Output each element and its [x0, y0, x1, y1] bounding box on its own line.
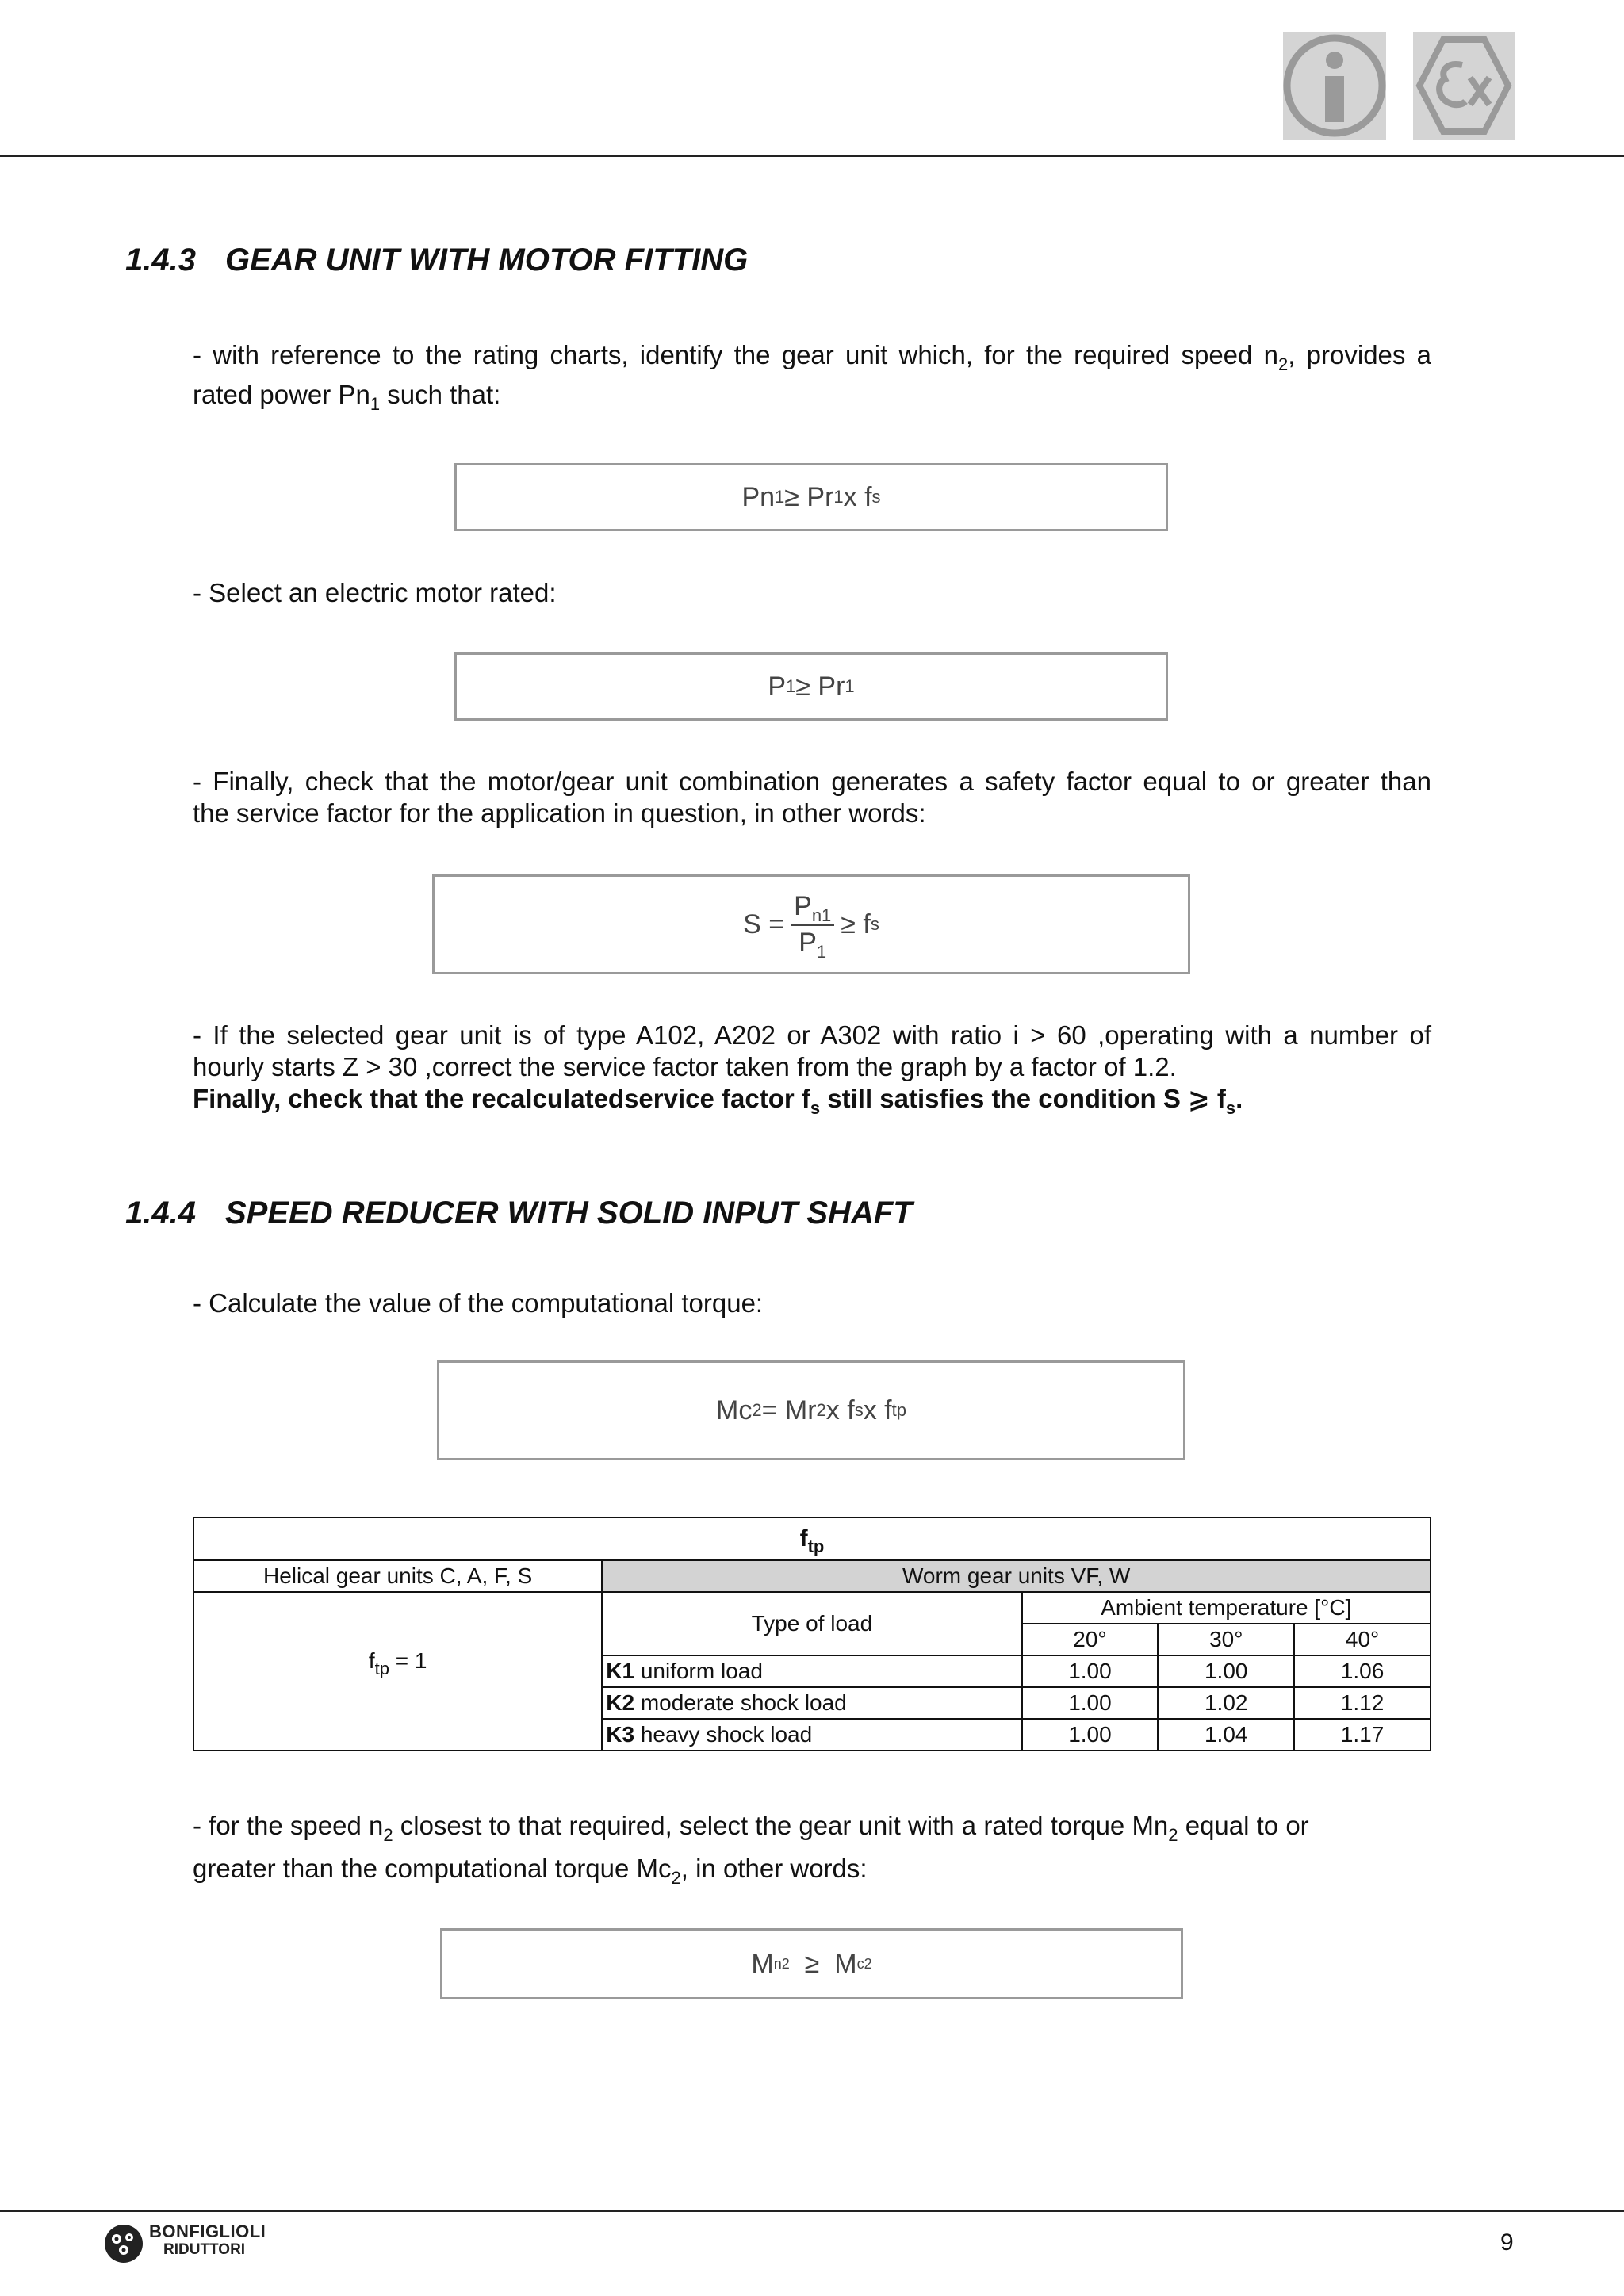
- table-cell: 1.00: [1022, 1687, 1159, 1719]
- table-cell: 1.00: [1022, 1719, 1159, 1751]
- helical-header: Helical gear units C, A, F, S: [193, 1560, 602, 1592]
- table-cell: 1.00: [1022, 1655, 1159, 1687]
- section-heading: SPEED REDUCER WITH SOLID INPUT SHAFT: [225, 1196, 913, 1230]
- paragraph-rated-torque: - for the speed $n_2$ closest to that required, select the gear unit with a rated torque $Mn_2$ equal to or greater than the computational torque $Mc_2$, in other words:: [193, 1811, 1309, 1888]
- table-cell: 1.06: [1294, 1655, 1431, 1687]
- table-title: $f_{tp}$: [193, 1517, 1431, 1560]
- table-header-row: [193, 1560, 1431, 1592]
- brand-name: BONFIGLIOLI: [149, 2221, 266, 2241]
- section-heading: GEAR UNIT WITH MOTOR FITTING: [225, 243, 749, 277]
- worm-header: Worm gear units VF, W: [602, 1560, 1431, 1592]
- info-icon: [1283, 32, 1386, 140]
- helical-ftp-value: $f_{tp} = 1$: [193, 1592, 602, 1751]
- section-title-1-4-3: [125, 243, 748, 278]
- formula-safety-factor: S = $\frac{P_{n1}}{P_1}$ ≥ f s: [432, 874, 1190, 974]
- temp-20: 20°: [1022, 1624, 1159, 1655]
- section-title-1-4-4: [125, 1196, 913, 1231]
- table-cell: 1.00: [1158, 1655, 1294, 1687]
- gear-icon: [103, 2223, 144, 2264]
- paragraph-safety-factor: - Finally, check that the motor/gear unit combination generates a safety factor equal to or greater than the service factor for the application in question, in other words:: [193, 767, 1431, 828]
- table-cell: 1.17: [1294, 1719, 1431, 1751]
- brand-subname: RIDUTTORI: [163, 2241, 246, 2258]
- paragraph-select-motor: - Select an electric motor rated:: [193, 578, 557, 607]
- header-divider: [0, 155, 1624, 157]
- formula-p1: P 1 ≥ Pr 1: [454, 652, 1168, 721]
- formula-mc2: Mc 2 = Mr 2 x f s x f tp: [437, 1360, 1185, 1460]
- paragraph-computational-torque: - Calculate the value of the computational torque:: [193, 1288, 764, 1318]
- load-type-k3: K3 heavy shock load: [602, 1719, 1021, 1751]
- section-number: 1.4.4: [125, 1196, 196, 1230]
- ambient-temperature-header: Ambient temperature [°C]: [1022, 1592, 1431, 1624]
- type-of-load-header: Type of load: [602, 1592, 1021, 1655]
- temp-40: 40°: [1294, 1624, 1431, 1655]
- page-number: 9: [1500, 2229, 1514, 2256]
- load-type-k2: K2 moderate shock load: [602, 1687, 1021, 1719]
- paragraph-rating-charts: - with reference to the rating charts, identify the gear unit which, for the required speed $n_2$, provides a rated power $Pn_1$ such that:: [193, 340, 1432, 414]
- footer-divider: [0, 2210, 1624, 2212]
- table-cell: 1.04: [1158, 1719, 1294, 1751]
- formula-mn2: M n2 ≥ M c2: [440, 1928, 1183, 1999]
- section-number: 1.4.3: [125, 243, 196, 277]
- table-cell: 1.02: [1158, 1687, 1294, 1719]
- temp-30: 30°: [1158, 1624, 1294, 1655]
- table-subheader-row: [193, 1592, 1431, 1624]
- ftp-table: [193, 1517, 1431, 1751]
- formula-pn1: Pn 1 ≥ Pr 1 x f s: [454, 463, 1168, 531]
- table-title-row: [193, 1517, 1431, 1560]
- ex-atex-icon: [1413, 32, 1515, 140]
- table-cell: 1.12: [1294, 1687, 1431, 1719]
- bonfiglioli-logo: [103, 2221, 278, 2266]
- load-type-k1: K1 uniform load: [602, 1655, 1021, 1687]
- paragraph-a102-correction: - If the selected gear unit is of type A102, A202 or A302 with ratio i > 60 ,operating with a number of hourly starts Z > 30 ,correct the service factor taken from the graph by a factor of 1.2. Finally, check that the recalculatedservice factor $f_s$ still satisfies the condition S ⩾ $f_s$.: [193, 1020, 1431, 1118]
